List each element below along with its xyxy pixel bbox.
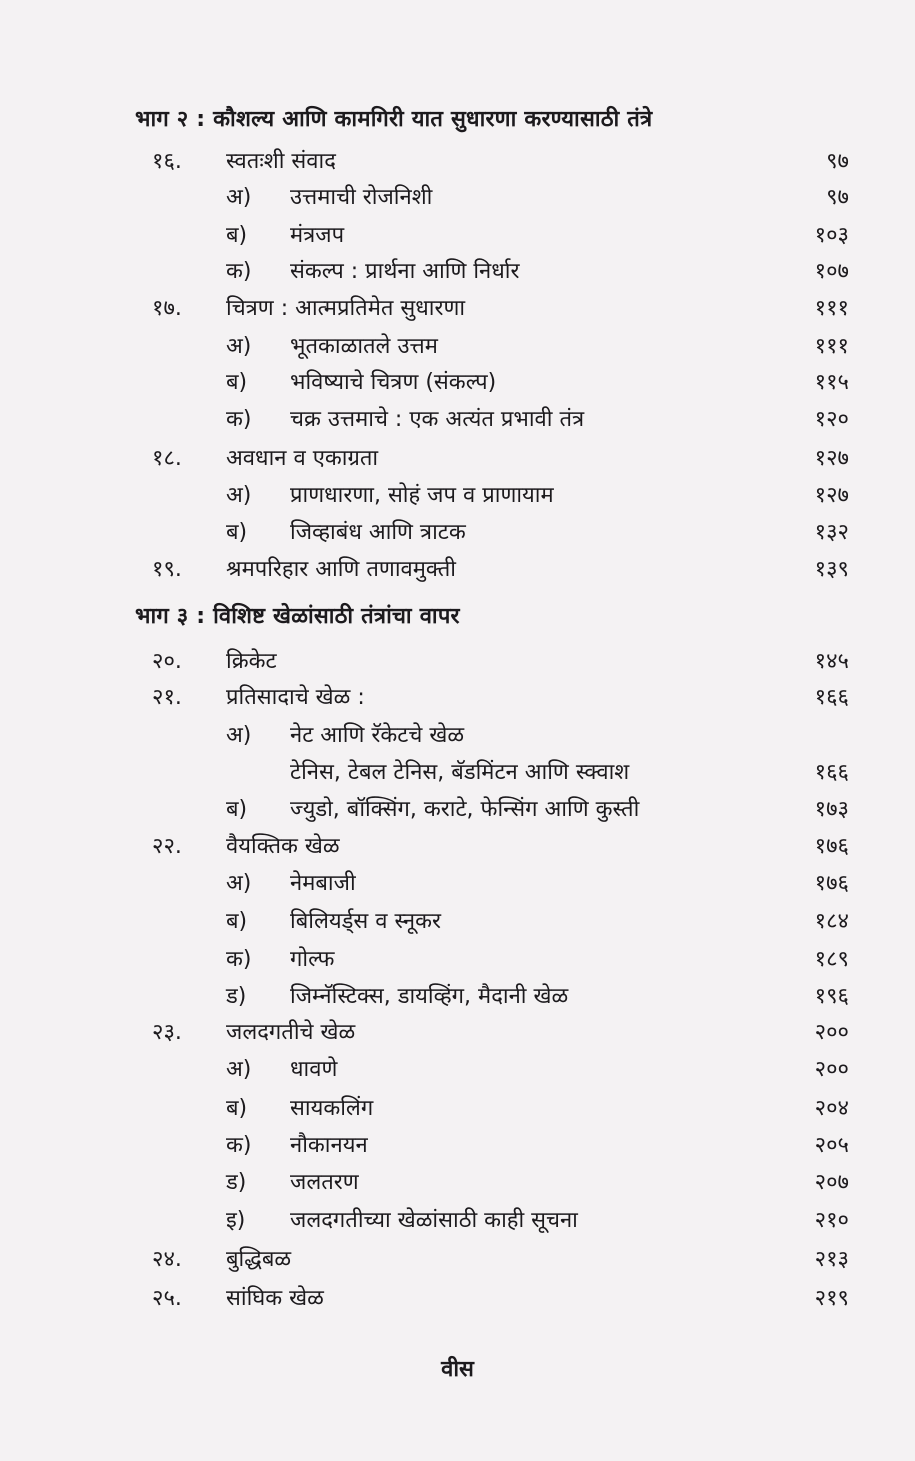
subsection-title: नेमबाजी xyxy=(290,871,356,896)
toc-entry xyxy=(0,1016,915,1052)
page-number: २०० xyxy=(814,1020,849,1045)
subsection-title: नेट आणि रॅकेटचे खेळ xyxy=(290,723,465,748)
toc-entry xyxy=(0,479,915,515)
chapter-title: सांघिक खेळ xyxy=(226,1286,324,1311)
part-3-heading: भाग ३ : विशिष्ट खेळांसाठी तंत्रांचा वापर xyxy=(135,604,460,629)
subsection-letter: अ) xyxy=(226,871,252,896)
page-number: १०३ xyxy=(814,223,849,248)
subsection-letter: ब) xyxy=(226,909,248,934)
page-number: १२७ xyxy=(814,483,849,508)
page-number: २१३ xyxy=(814,1247,849,1272)
page-footer-label: वीस xyxy=(441,1357,474,1382)
page-number: १७३ xyxy=(814,797,849,822)
subsection-title: उत्तमाची रोजनिशी xyxy=(290,185,433,210)
page-number: १३२ xyxy=(814,520,849,545)
page-number: १११ xyxy=(814,334,849,359)
subsection-title: जिम्नॅस्टिक्स, डायव्हिंग, मैदानी खेळ xyxy=(290,984,569,1009)
page-number: १२७ xyxy=(814,446,849,471)
subsection-letter: अ) xyxy=(226,185,252,210)
page-number: १७६ xyxy=(814,834,849,859)
chapter-number: १६. xyxy=(152,149,182,174)
page-number: १६६ xyxy=(814,685,849,710)
subsection-title: टेनिस, टेबल टेनिस, बॅडमिंटन आणि स्क्वाश xyxy=(290,760,630,785)
page-number: १३९ xyxy=(814,557,849,582)
subsection-title: बिलियर्ड्स व स्नूकर xyxy=(290,909,442,934)
page-number: १८९ xyxy=(814,947,849,972)
subsection-title: भूतकाळातले उत्तम xyxy=(290,334,438,359)
toc-entry xyxy=(0,905,915,941)
subsection-title: सायकलिंग xyxy=(290,1096,374,1121)
toc-entry xyxy=(0,867,915,903)
subsection-letter: इ) xyxy=(226,1208,246,1233)
page-number: ११५ xyxy=(814,370,849,395)
chapter-title: स्वतःशी संवाद xyxy=(226,149,336,174)
chapter-title: चित्रण : आत्मप्रतिमेत सुधारणा xyxy=(226,296,466,321)
subsection-title: नौकानयन xyxy=(290,1133,368,1158)
chapter-number: २२. xyxy=(152,834,182,859)
chapter-number: २०. xyxy=(152,649,182,674)
toc-entry xyxy=(0,1129,915,1165)
chapter-title: बुद्धिबळ xyxy=(226,1247,292,1272)
subsection-letter: ब) xyxy=(226,1096,248,1121)
page-number: २१० xyxy=(814,1208,849,1233)
subsection-letter: क) xyxy=(226,947,252,972)
toc-entry xyxy=(0,756,915,792)
page-number: २०० xyxy=(814,1057,849,1082)
page-number: १४५ xyxy=(814,649,849,674)
subsection-letter: ब) xyxy=(226,223,248,248)
subsection-title: चक्र उत्तमाचे : एक अत्यंत प्रभावी तंत्र xyxy=(290,407,585,432)
subsection-letter: अ) xyxy=(226,483,252,508)
subsection-letter: अ) xyxy=(226,334,252,359)
subsection-title: जलदगतीच्या खेळांसाठी काही सूचना xyxy=(290,1208,578,1233)
page-number: ९७ xyxy=(826,185,849,210)
toc-entry xyxy=(0,1204,915,1240)
page-number: १७६ xyxy=(814,871,849,896)
toc-entry xyxy=(0,681,915,717)
chapter-number: २४. xyxy=(152,1247,182,1272)
toc-entry xyxy=(0,366,915,402)
chapter-title: वैयक्तिक खेळ xyxy=(226,834,340,859)
toc-entry xyxy=(0,403,915,439)
toc-entry xyxy=(0,980,915,1016)
toc-entry xyxy=(0,181,915,217)
toc-entry xyxy=(0,516,915,552)
subsection-title: जलतरण xyxy=(290,1170,359,1195)
toc-entry xyxy=(0,645,915,681)
part-2-heading: भाग २ : कौशल्य आणि कामगिरी यात सुधारणा करण्यासाठी तंत्रे xyxy=(135,107,653,132)
toc-entry xyxy=(0,793,915,829)
subsection-letter: क) xyxy=(226,259,252,284)
page-number: १०७ xyxy=(814,259,849,284)
subsection-letter: ब) xyxy=(226,797,248,822)
chapter-title: क्रिकेट xyxy=(226,649,277,674)
subsection-title: गोल्फ xyxy=(290,947,335,972)
page-number: १९६ xyxy=(814,984,849,1009)
subsection-title: ज्युडो, बॉक्सिंग, कराटे, फेन्सिंग आणि कुस्ती xyxy=(290,797,640,822)
subsection-title: मंत्रजप xyxy=(290,223,345,248)
subsection-title: धावणे xyxy=(290,1057,338,1082)
toc-entry xyxy=(0,1053,915,1089)
chapter-number: २३. xyxy=(152,1020,182,1045)
page-number: १८४ xyxy=(814,909,849,934)
chapter-number: २१. xyxy=(152,685,182,710)
chapter-number: १८. xyxy=(152,446,182,471)
toc-entry xyxy=(0,442,915,478)
subsection-title: जिव्हाबंध आणि त्राटक xyxy=(290,520,466,545)
page-number: २१९ xyxy=(814,1286,849,1311)
toc-entry xyxy=(0,830,915,866)
toc-entry xyxy=(0,292,915,328)
page-number: १२० xyxy=(814,407,849,432)
subsection-letter: क) xyxy=(226,407,252,432)
toc-entry xyxy=(0,1282,915,1318)
page-number: २०४ xyxy=(814,1096,849,1121)
chapter-title: श्रमपरिहार आणि तणावमुक्ती xyxy=(226,557,456,582)
toc-entry xyxy=(0,219,915,255)
toc-entry xyxy=(0,330,915,366)
subsection-letter: ड) xyxy=(226,1170,247,1195)
subsection-letter: अ) xyxy=(226,1057,252,1082)
chapter-title: प्रतिसादाचे खेळ : xyxy=(226,685,365,710)
subsection-letter: क) xyxy=(226,1133,252,1158)
toc-entry xyxy=(0,943,915,979)
page-number: १११ xyxy=(814,296,849,321)
page-number: २०५ xyxy=(814,1133,849,1158)
toc-entry xyxy=(0,255,915,291)
subsection-letter: ब) xyxy=(226,520,248,545)
toc-entry xyxy=(0,719,915,755)
toc-entry xyxy=(0,1092,915,1128)
chapter-number: २५. xyxy=(152,1286,182,1311)
toc-entry xyxy=(0,1166,915,1202)
chapter-title: जलदगतीचे खेळ xyxy=(226,1020,356,1045)
chapter-number: १७. xyxy=(152,296,182,321)
subsection-letter: ब) xyxy=(226,370,248,395)
subsection-title: संकल्प : प्रार्थना आणि निर्धार xyxy=(290,259,520,284)
chapter-number: १९. xyxy=(152,557,182,582)
chapter-title: अवधान व एकाग्रता xyxy=(226,446,379,471)
subsection-title: प्राणधारणा, सोहं जप व प्राणायाम xyxy=(290,483,554,508)
toc-entry xyxy=(0,553,915,589)
subsection-letter: अ) xyxy=(226,723,252,748)
page-number: २०७ xyxy=(814,1170,849,1195)
toc-entry xyxy=(0,1243,915,1279)
subsection-letter: ड) xyxy=(226,984,247,1009)
page-number: ९७ xyxy=(826,149,849,174)
subsection-title: भविष्याचे चित्रण (संकल्प) xyxy=(290,370,497,395)
toc-entry xyxy=(0,145,915,181)
page-number: १६६ xyxy=(814,760,849,785)
